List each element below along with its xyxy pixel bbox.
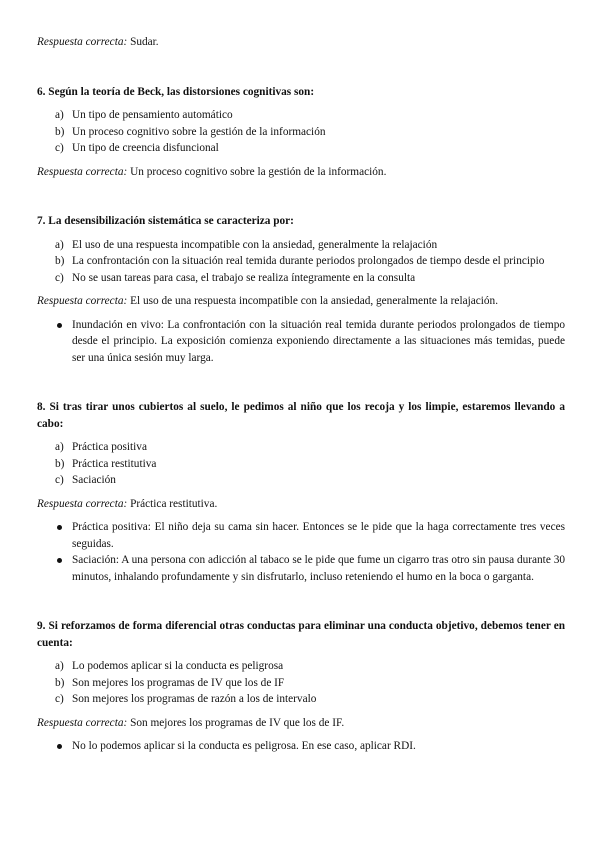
answer-line [37,34,565,51]
question-title: 7. La desensibilización sistemática se caracteriza por: [37,215,294,227]
note-text: Práctica positiva: El niño deja su cama sin hacer. Entonces se le pide que la haga correctamente tres veces seguidas. [72,521,565,550]
question-8 [37,399,565,585]
option-text: Saciación [72,474,116,486]
option-marker: a) [55,109,64,121]
answer-text: Un proceso cognitivo sobre la gestión de la información. [130,165,387,178]
answer-label: Respuesta correcta: [37,36,128,48]
option-marker: a) [55,441,64,453]
option-item [37,658,565,675]
note-text: Saciación: A una persona con adicción al tabaco se le pide que fume un cigarro tras otro sin pausa durante 30 minutos, inhalando profundamente y sin disfrutarlo, incluso reteniendo el humo en la boca o garganta. [72,554,565,583]
options-list [37,658,565,708]
option-marker: a) [55,660,64,672]
note-item [37,317,565,367]
answer-label: Respuesta correcta: [37,165,128,178]
note-item [37,552,565,585]
option-text: Un tipo de creencia disfuncional [72,142,219,154]
option-marker: c) [55,142,64,154]
answer-line [37,715,565,732]
bullet-icon [57,323,62,328]
notes-list [37,519,565,585]
note-item [37,519,565,552]
option-text: Un proceso cognitivo sobre la gestión de la información [72,125,326,138]
notes-list [37,317,565,367]
question-title: 8. Si tras tirar unos cubiertos al suelo, le pedimos al niño que los recoja y los limpie, estaremos llevando a cabo: [37,401,565,430]
option-marker: b) [55,676,65,689]
option-marker: c) [55,474,64,486]
option-text: Son mejores los programas de razón a los de intervalo [72,693,317,705]
option-text: Un tipo de pensamiento automático [72,109,233,121]
option-text: Práctica restitutiva [72,457,157,470]
option-item [37,124,565,141]
option-text: No se usan tareas para casa, el trabajo se realiza íntegramente en la consulta [72,271,416,284]
option-item [37,691,565,708]
question-6 [37,84,565,181]
option-marker: b) [55,255,65,267]
option-text: Práctica positiva [72,441,147,453]
option-marker: c) [55,271,64,284]
answer-line [37,293,565,310]
option-text: La confrontación con la situación real temida durante periodos prolongados de tiempo desde el principio [72,255,545,267]
answer-line [37,496,565,513]
answer-label: Respuesta correcta: [37,295,128,307]
option-text: El uso de una respuesta incompatible con la ansiedad, generalmente la relajación [72,238,438,251]
bullet-icon [57,525,62,530]
note-item [37,738,565,755]
notes-list [37,738,565,755]
bullet-icon [57,558,62,563]
question-title: 9. Si reforzamos de forma diferencial otras conductas para eliminar una conducta objetivo, debemos tener en cuenta: [37,620,565,649]
option-item [37,253,565,270]
option-item [37,140,565,157]
answer-text: Son mejores los programas de IV que los de IF. [130,716,345,729]
answer-text: El uso de una respuesta incompatible con la ansiedad, generalmente la relajación. [130,295,499,307]
note-text: No lo podemos aplicar si la conducta es peligrosa. En ese caso, aplicar RDI. [72,740,416,752]
answer-label: Respuesta correcta: [37,497,128,510]
note-text: Inundación en vivo: La confrontación con la situación real temida durante periodos prolongados de tiempo desde el principio. La exposición comienza exponiendo directamente a las situaciones más temidas, puede ser una única sesión muy larga. [72,318,565,364]
answer-text: Práctica restitutiva. [130,497,218,510]
question-title: 6. Según la teoría de Beck, las distorsiones cognitivas son: [37,85,315,98]
answer-text: Sudar. [130,36,159,48]
option-item [37,456,565,473]
answer-line [37,164,565,181]
options-list [37,237,565,287]
option-marker: a) [55,238,64,251]
options-list [37,107,565,157]
option-item [37,237,565,254]
option-item [37,107,565,124]
option-text: Son mejores los programas de IV que los de IF [72,676,285,689]
question-7 [37,213,565,366]
document-page [37,34,565,755]
option-text: Lo podemos aplicar si la conducta es peligrosa [72,660,284,672]
option-item [37,270,565,287]
option-marker: b) [55,457,65,470]
bullet-icon [57,744,62,749]
option-marker: c) [55,693,64,705]
option-marker: b) [55,125,65,138]
option-item [37,675,565,692]
option-item [37,472,565,489]
question-9 [37,618,565,755]
answer-label: Respuesta correcta: [37,716,128,729]
options-list [37,439,565,489]
option-item [37,439,565,456]
